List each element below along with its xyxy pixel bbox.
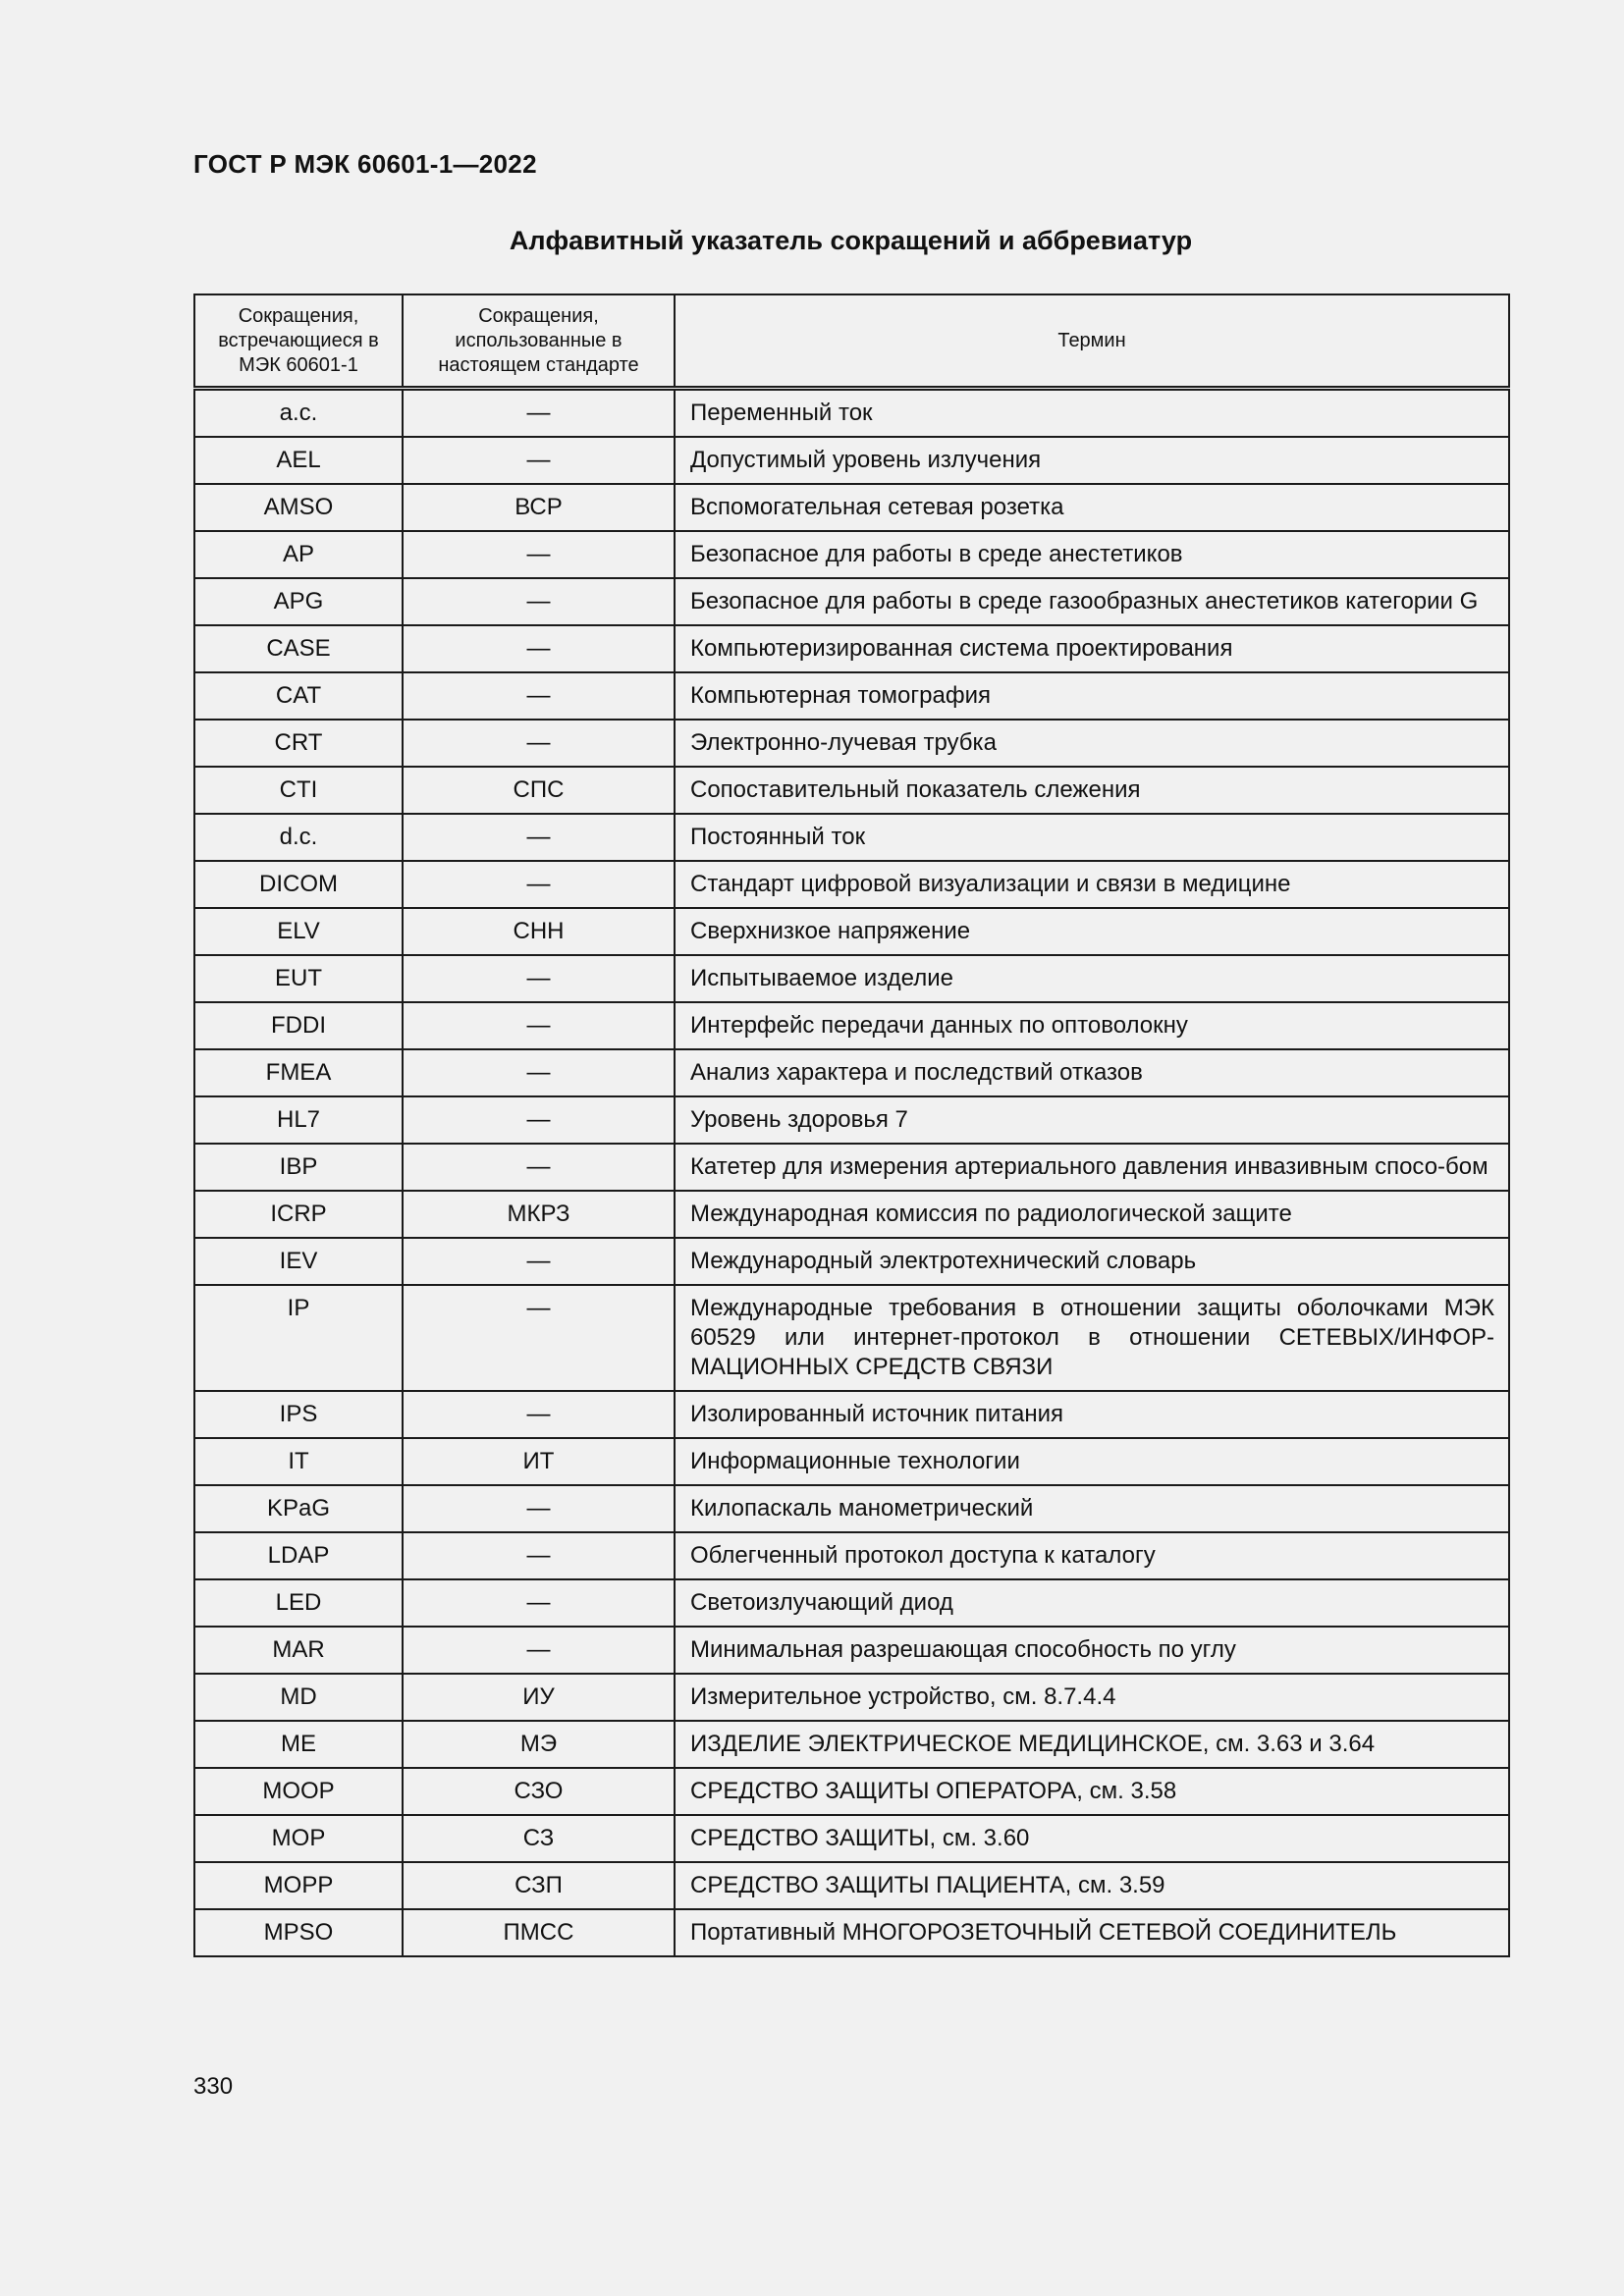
local-abbreviation-cell: СЗП <box>403 1862 675 1909</box>
abbreviations-table <box>193 294 1510 1957</box>
local-abbreviation-cell: ИТ <box>403 1438 675 1485</box>
term-cell: Светоизлучающий диод <box>675 1579 1509 1627</box>
local-abbreviation-cell: — <box>403 1579 675 1627</box>
abbreviation-cell: IT <box>194 1438 403 1485</box>
abbreviation-cell: IBP <box>194 1144 403 1191</box>
local-abbreviation-cell: — <box>403 1144 675 1191</box>
abbreviation-cell: APG <box>194 578 403 625</box>
abbreviation-cell: IP <box>194 1285 403 1391</box>
term-cell: Международный электротехнический словарь <box>675 1238 1509 1285</box>
local-abbreviation-cell: СЗ <box>403 1815 675 1862</box>
local-abbreviation-cell: СНН <box>403 908 675 955</box>
local-abbreviation-cell: МЭ <box>403 1721 675 1768</box>
local-abbreviation-cell: — <box>403 720 675 767</box>
abbreviation-cell: FMEA <box>194 1049 403 1096</box>
term-cell: Допустимый уровень излучения <box>675 437 1509 484</box>
table-row <box>194 1238 1509 1285</box>
column-header-iec-abbreviations: Сокращения, встречающиеся в МЭК 60601-1 <box>194 294 403 389</box>
term-cell: Электронно-лучевая трубка <box>675 720 1509 767</box>
term-cell: Компьютеризированная система проектирования <box>675 625 1509 672</box>
table-row <box>194 1768 1509 1815</box>
abbreviation-cell: DICOM <box>194 861 403 908</box>
table-row <box>194 1815 1509 1862</box>
abbreviation-cell: ME <box>194 1721 403 1768</box>
abbreviation-cell: MOPP <box>194 1862 403 1909</box>
term-cell: Вспомогательная сетевая розетка <box>675 484 1509 531</box>
table-row <box>194 861 1509 908</box>
local-abbreviation-cell: ПМСС <box>403 1909 675 1956</box>
table-row <box>194 1049 1509 1096</box>
page-title: Алфавитный указатель сокращений и аббревиатур <box>509 226 1193 255</box>
table-row <box>194 578 1509 625</box>
local-abbreviation-cell: МКРЗ <box>403 1191 675 1238</box>
term-cell: Безопасное для работы в среде газообразных анестетиков категории G <box>675 578 1509 625</box>
document-header: ГОСТ Р МЭК 60601-1—2022 <box>193 149 537 179</box>
term-cell: Интерфейс передачи данных по оптоволокну <box>675 1002 1509 1049</box>
table-row <box>194 625 1509 672</box>
abbreviation-cell: CRT <box>194 720 403 767</box>
table-row <box>194 1002 1509 1049</box>
abbreviation-cell: HL7 <box>194 1096 403 1144</box>
local-abbreviation-cell: — <box>403 814 675 861</box>
local-abbreviation-cell: СЗО <box>403 1768 675 1815</box>
table-row <box>194 1438 1509 1485</box>
table-row <box>194 1909 1509 1956</box>
abbreviation-cell: AMSO <box>194 484 403 531</box>
table-row <box>194 1674 1509 1721</box>
abbreviation-cell: KPaG <box>194 1485 403 1532</box>
local-abbreviation-cell: — <box>403 1096 675 1144</box>
page-number: 330 <box>193 2073 234 2100</box>
abbreviation-cell: ELV <box>194 908 403 955</box>
local-abbreviation-cell: — <box>403 389 675 438</box>
table-row <box>194 672 1509 720</box>
table-row <box>194 908 1509 955</box>
term-cell: СРЕДСТВО ЗАЩИТЫ ОПЕРАТОРА, см. 3.58 <box>675 1768 1509 1815</box>
abbreviation-cell: MAR <box>194 1627 403 1674</box>
local-abbreviation-cell: — <box>403 1238 675 1285</box>
term-cell: Международная комиссия по радиологической защите <box>675 1191 1509 1238</box>
abbreviation-cell: MOOP <box>194 1768 403 1815</box>
local-abbreviation-cell: — <box>403 1627 675 1674</box>
local-abbreviation-cell: — <box>403 1049 675 1096</box>
term-cell: Безопасное для работы в среде анестетиков <box>675 531 1509 578</box>
abbreviation-cell: a.c. <box>194 389 403 438</box>
local-abbreviation-cell: СПС <box>403 767 675 814</box>
abbreviation-cell: MD <box>194 1674 403 1721</box>
table-row <box>194 1485 1509 1532</box>
table-row <box>194 1579 1509 1627</box>
term-cell: Испытываемое изделие <box>675 955 1509 1002</box>
local-abbreviation-cell: — <box>403 955 675 1002</box>
table-row <box>194 484 1509 531</box>
term-cell: Международные требования в отношении защиты оболочками МЭК 60529 или интернет-протокол в отношении СЕТЕВЫХ/ИНФОР-МАЦИОННЫХ СРЕДСТВ СВЯЗИ <box>675 1285 1509 1391</box>
local-abbreviation-cell: — <box>403 672 675 720</box>
abbreviation-cell: CTI <box>194 767 403 814</box>
table-row <box>194 1721 1509 1768</box>
table-row <box>194 1191 1509 1238</box>
table-row <box>194 1144 1509 1191</box>
local-abbreviation-cell: — <box>403 437 675 484</box>
table-row <box>194 389 1509 438</box>
local-abbreviation-cell: — <box>403 531 675 578</box>
table-row <box>194 1627 1509 1674</box>
term-cell: Портативный МНОГОРОЗЕТОЧНЫЙ СЕТЕВОЙ СОЕДИНИТЕЛЬ <box>675 1909 1509 1956</box>
table-row <box>194 531 1509 578</box>
abbreviation-cell: MOP <box>194 1815 403 1862</box>
term-cell: СРЕДСТВО ЗАЩИТЫ ПАЦИЕНТА, см. 3.59 <box>675 1862 1509 1909</box>
local-abbreviation-cell: — <box>403 1532 675 1579</box>
term-cell: Минимальная разрешающая способность по углу <box>675 1627 1509 1674</box>
term-cell: Уровень здоровья 7 <box>675 1096 1509 1144</box>
local-abbreviation-cell: — <box>403 1285 675 1391</box>
term-cell: Сопоставительный показатель слежения <box>675 767 1509 814</box>
abbreviation-cell: CASE <box>194 625 403 672</box>
abbreviation-cell: LED <box>194 1579 403 1627</box>
column-header-term: Термин <box>675 294 1509 389</box>
local-abbreviation-cell: — <box>403 625 675 672</box>
table-row <box>194 720 1509 767</box>
abbreviation-cell: ICRP <box>194 1191 403 1238</box>
local-abbreviation-cell: ВСР <box>403 484 675 531</box>
abbreviation-cell: LDAP <box>194 1532 403 1579</box>
term-cell: Компьютерная томография <box>675 672 1509 720</box>
term-cell: Измерительное устройство, см. 8.7.4.4 <box>675 1674 1509 1721</box>
abbreviation-cell: AEL <box>194 437 403 484</box>
abbreviation-cell: EUT <box>194 955 403 1002</box>
term-cell: СРЕДСТВО ЗАЩИТЫ, см. 3.60 <box>675 1815 1509 1862</box>
table-row <box>194 767 1509 814</box>
term-cell: Килопаскаль манометрический <box>675 1485 1509 1532</box>
term-cell: Постоянный ток <box>675 814 1509 861</box>
term-cell: Сверхнизкое напряжение <box>675 908 1509 955</box>
abbreviation-cell: CAT <box>194 672 403 720</box>
table-row <box>194 437 1509 484</box>
table-row <box>194 955 1509 1002</box>
local-abbreviation-cell: — <box>403 1002 675 1049</box>
local-abbreviation-cell: — <box>403 861 675 908</box>
term-cell: Изолированный источник питания <box>675 1391 1509 1438</box>
table-row <box>194 1391 1509 1438</box>
abbreviation-cell: MPSO <box>194 1909 403 1956</box>
table-row <box>194 1096 1509 1144</box>
abbreviation-cell: IEV <box>194 1238 403 1285</box>
local-abbreviation-cell: — <box>403 1391 675 1438</box>
local-abbreviation-cell: — <box>403 578 675 625</box>
table-row <box>194 814 1509 861</box>
abbreviation-cell: AP <box>194 531 403 578</box>
term-cell: ИЗДЕЛИЕ ЭЛЕКТРИЧЕСКОЕ МЕДИЦИНСКОЕ, см. 3.63 и 3.64 <box>675 1721 1509 1768</box>
table-row <box>194 1285 1509 1391</box>
table-body <box>194 389 1509 1957</box>
local-abbreviation-cell: ИУ <box>403 1674 675 1721</box>
abbreviation-cell: d.c. <box>194 814 403 861</box>
term-cell: Стандарт цифровой визуализации и связи в медицине <box>675 861 1509 908</box>
term-cell: Катетер для измерения артериального давления инвазивным спосо-бом <box>675 1144 1509 1191</box>
abbreviation-cell: FDDI <box>194 1002 403 1049</box>
term-cell: Информационные технологии <box>675 1438 1509 1485</box>
column-header-local-abbreviations: Сокращения, использованные в настоящем стандарте <box>403 294 675 389</box>
term-cell: Облегченный протокол доступа к каталогу <box>675 1532 1509 1579</box>
local-abbreviation-cell: — <box>403 1485 675 1532</box>
table-header-row <box>194 294 1509 389</box>
term-cell: Анализ характера и последствий отказов <box>675 1049 1509 1096</box>
table-row <box>194 1862 1509 1909</box>
table-row <box>194 1532 1509 1579</box>
term-cell: Переменный ток <box>675 389 1509 438</box>
abbreviation-cell: IPS <box>194 1391 403 1438</box>
